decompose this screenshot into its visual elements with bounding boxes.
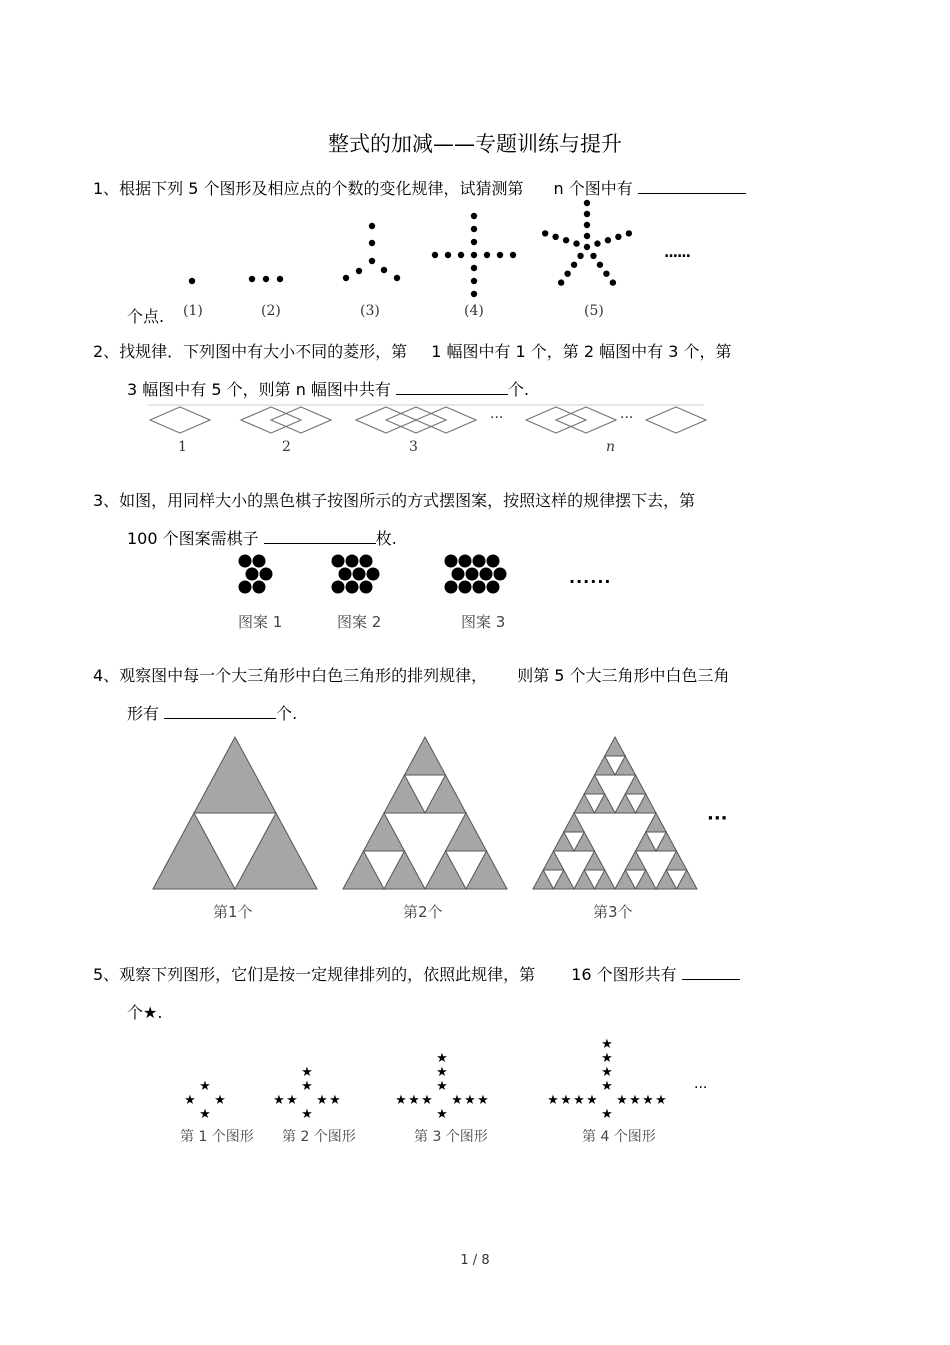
chess-piece [253,555,266,568]
star: ★ [316,1093,328,1108]
dot [471,239,477,245]
q5-line1 [93,962,740,985]
dot [552,234,558,240]
chess-piece [480,568,493,581]
dot [615,234,621,240]
q2-label-n: n [606,439,616,455]
q5-label-1: 第 1 个图形 [180,1129,254,1145]
q5-star-figures [175,1030,735,1125]
dot [584,233,590,239]
chess-piece [445,555,458,568]
chess-piece [253,581,266,594]
dot [577,253,583,259]
chess-piece [332,555,345,568]
q1-part2: n 个图中有 [553,179,633,198]
q1-answer-blank[interactable] [638,179,746,194]
star: ★ [560,1093,572,1108]
dot [584,222,590,228]
dot [573,240,579,246]
q3-label-2: 图案 2 [337,613,382,631]
chess-piece [360,581,373,594]
chess-piece [459,581,472,594]
q3-more: ...... [569,568,612,587]
chess-piece [452,568,465,581]
q1-part1: 1、根据下列 5 个图形及相应点的个数的变化规律，试猜测第 [93,179,524,198]
chess-piece [459,555,472,568]
star: ★ [601,1107,613,1122]
dot [394,275,400,281]
star: ★ [436,1065,448,1080]
q5-label-4: 第 4 个图形 [582,1129,656,1145]
dot [381,267,387,273]
star: ★ [395,1093,407,1108]
q3-label-1: 图案 1 [238,613,283,631]
q1-tail: 个点. [127,307,165,326]
chess-piece [260,568,273,581]
star: ★ [616,1093,628,1108]
q3-line2 [127,526,397,549]
star: ★ [655,1093,667,1108]
dot [471,226,477,232]
chess-piece [339,568,352,581]
chess-piece [487,581,500,594]
chess-piece [473,581,486,594]
dot [484,252,490,258]
q3-line1: 3、如图，用同样大小的黑色棋子按图所示的方式摆图案，按照这样的规律摆下去，第 [93,491,696,510]
star: ★ [199,1107,211,1122]
q4-line2a: 形有 [127,704,160,723]
q5-line1b: 16 个图形共有 [571,965,677,984]
rhombus [150,407,210,433]
dot [369,223,375,229]
q1-dot-figures [180,205,700,300]
dot [471,291,477,297]
star: ★ [421,1093,433,1108]
q2-more-1: ··· [490,410,504,426]
q4-answer-blank[interactable] [164,704,276,719]
dot [603,270,609,276]
q2-line2 [127,377,529,400]
dot [263,276,269,282]
dot [571,262,577,268]
q2-line1b: 1 幅图中有 1 个，第 2 幅图中有 3 个，第 [431,342,732,361]
chess-piece [332,581,345,594]
rhombus [646,407,706,433]
dot [626,230,632,236]
star: ★ [464,1093,476,1108]
chess-piece [239,555,252,568]
chess-piece [360,555,373,568]
dot [590,253,596,259]
chess-piece [466,568,479,581]
star: ★ [214,1093,226,1108]
q5-label-2: 第 2 个图形 [282,1129,356,1145]
q5-more: ··· [694,1080,708,1096]
dot [458,252,464,258]
chess-piece [487,555,500,568]
star: ★ [573,1093,585,1108]
q1-label-3: (3) [360,303,380,319]
dot [356,268,362,274]
chess-piece [367,568,380,581]
dot [610,279,616,285]
q5-answer-blank[interactable] [682,965,740,980]
dot [471,265,477,271]
dot [594,240,600,246]
chess-piece [239,581,252,594]
star: ★ [301,1065,313,1080]
dot [563,237,569,243]
q4-line1 [93,663,730,686]
dot [510,252,516,258]
star: ★ [286,1093,298,1108]
q3-answer-blank[interactable] [264,529,376,544]
q4-label-3: 第3个 [593,903,633,921]
dot [471,278,477,284]
q4-label-1: 第1个 [213,903,253,921]
chess-piece [494,568,507,581]
dot [369,258,375,264]
star: ★ [301,1107,313,1122]
q2-line2b: 个. [508,380,530,399]
q2-label-1: 1 [178,439,187,455]
star: ★ [629,1093,641,1108]
q4-line1b: 则第 5 个大三角形中白色三角 [517,666,730,685]
q2-more-2: ··· [620,410,634,426]
q2-label-3: 3 [409,439,418,455]
q4-more: ··· [707,808,728,829]
q4-sierpinski-figures [150,735,750,895]
star: ★ [586,1093,598,1108]
star: ★ [601,1065,613,1080]
dot [584,200,590,206]
star: ★ [273,1093,285,1108]
star: ★ [601,1079,613,1094]
q2-line1a: 2、找规律．下列图中有大小不同的菱形，第 [93,342,408,361]
star: ★ [199,1079,211,1094]
q1-label-5: (5) [584,303,604,319]
q2-label-2: 2 [282,439,291,455]
star: ★ [436,1107,448,1122]
star: ★ [329,1093,341,1108]
dot [249,276,255,282]
dot [277,276,283,282]
star: ★ [642,1093,654,1108]
star: ★ [301,1079,313,1094]
dot [584,211,590,217]
dot [445,252,451,258]
q3-line2a: 100 个图案需棋子 [127,529,259,548]
q3-line2b: 枚. [375,529,397,548]
q1-label-2: (2) [261,303,281,319]
q4-line2b: 个. [276,704,298,723]
page-number: 1 / 8 [460,1253,490,1268]
q1-label-1: (1) [183,303,203,319]
page-title: 整式的加减——专题训练与提升 [328,132,622,156]
chess-piece [246,568,259,581]
chess-piece [353,568,366,581]
star: ★ [601,1037,613,1052]
star: ★ [408,1093,420,1108]
q1-label-4: (4) [464,303,484,319]
dot [343,275,349,281]
dot [432,252,438,258]
star: ★ [436,1051,448,1066]
dot [369,240,375,246]
q2-line2a: 3 幅图中有 5 个，则第 n 幅图中共有 [127,380,391,399]
star: ★ [451,1093,463,1108]
star: ★ [601,1051,613,1066]
star: ★ [436,1079,448,1094]
q4-line2 [127,701,297,724]
chess-piece [346,555,359,568]
dot [558,279,564,285]
star: ★ [547,1093,559,1108]
dot [497,252,503,258]
dot [542,230,548,236]
q5-line1a: 5、观察下列图形，它们是按一定规律排列的，依照此规律，第 [93,965,536,984]
q2-answer-blank[interactable] [396,380,508,395]
q3-label-3: 图案 3 [461,613,506,631]
chess-piece [445,581,458,594]
chess-piece [346,581,359,594]
q4-label-2: 第2个 [403,903,443,921]
dot [189,278,195,284]
q1-more: ...... [664,245,690,261]
star: ★ [477,1093,489,1108]
dot [471,252,477,258]
dot [605,237,611,243]
q5-label-3: 第 3 个图形 [414,1129,488,1145]
q2-line1 [93,339,732,362]
dot [584,244,590,250]
dot [597,262,603,268]
q1-text [93,176,746,199]
dot [564,270,570,276]
star: ★ [184,1093,196,1108]
chess-piece [473,555,486,568]
q5-line2: 个★. [127,1003,163,1022]
dot [471,213,477,219]
q4-line1a: 4、观察图中每一个大三角形中白色三角形的排列规律， [93,666,488,685]
